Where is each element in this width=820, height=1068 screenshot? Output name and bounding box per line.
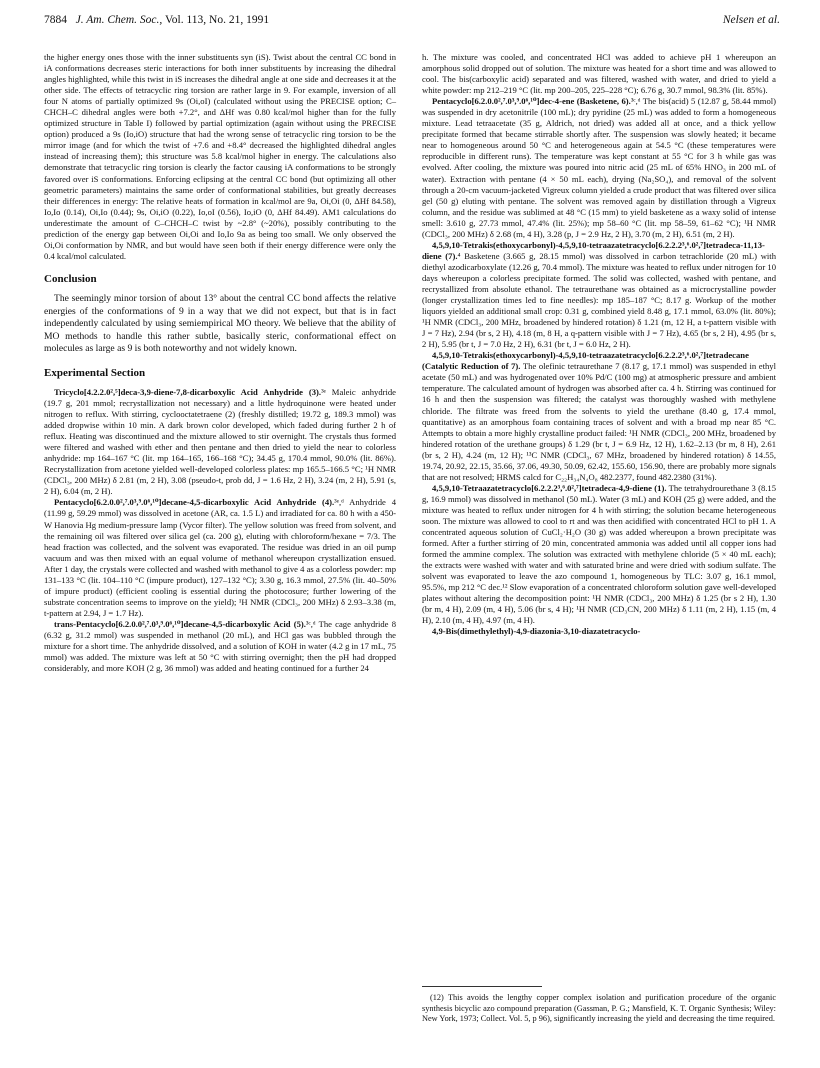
entry-text: The tetrahydrourethane 3 (8.15 g, 16.9 mmol) was dissolved in methanol (50 mL). Water (3 mL) and KOH (25 g) were added, and the mixture was heated to reflux under nitrogen for 4 h with stirring; the solution became heterogeneous soon. The mixture was allowed to cool to rt and was then acidified with concentrated HCl to pH 1. A concentrated aqueous solution of CuCl₂·H₂O (30 g) was added whereupon a brown precipitate was formed. After a further stirring of 20 min, concentrated ammonia was added until all copper ions had formed the ammine complex. The solution was extracted with methylene chloride (5 × 40 mL each); the extracts were washed with water and with saturated brine and were dried with sodium sulfate. The solvent was evaporated to leave the azo compound 1, homogeneous by TLC: 3.07 g, 16.1 mmol, 95.5%, mp 212 °C dec.¹² Slow evaporation of a concentrated chloroform solution gave well-developed plates without altering the decomposition point: ¹H NMR (CDCl₃, 200 MHz) δ 1.25 (br s 2 H), 1.30 (br m, 4 H), 2.09 (m, 4 H), 5.06 (br s, 4 H); ¹H NMR (CD₃CN, 200 MHz) δ 1.11 (m, 2 H), 1.15 (m, 4 H), 2.10 (m, 4 H), 4.97 (m, 4 H). (422, 482, 776, 626)
experimental-entry-3 (44, 387, 396, 497)
conclusion-heading: Conclusion (44, 272, 97, 285)
header-authors: Nelsen et al. (722, 14, 780, 26)
entry-title: 4,5,9,10-Tetrakis(ethoxycarbonyl)-4,5,9,10-tetraazatetracyclo[6.2.2.2³,⁶.0²,⁷]tetradecane (Catalytic Reduction of 7). (422, 350, 749, 372)
entry-title: 4,5,9,10-Tetrakis(ethoxycarbonyl)-4,5,9,10-tetraazatetracyclo[6.2.2.2³,⁶.0²,⁷]tetradeca-11,13-diene (7). (422, 239, 765, 261)
entry-text: ³ᵉ Maleic anhydride (19.7 g, 201 mmol; recrystallization not necessary) and a little hydroquinone were heated under nitrogen to reflux. With stirring, cyclooctatetraene (2) (freshly distilled; 19.72 g, 189.3 mmol) was added dropwise within 10 min. A dark brown color developed, which faded during further 2 h of reflux. Heating was discontinued and the mixture allowed to stir overnight. The crystals thus formed were filtered and washed with ether and then pentane and then dried to yield the near to colorless anhydride: mp 164–167 °C (lit. mp 164–165, 166–168 °C); 34.45 g, 170.4 mmol, 90.0% (lit. 86%). Recrystallization from acetone yielded well-developed colorless plates: mp 165.5–166.5 °C; ¹H NMR (CDCl₃, 200 MHz) δ 2.81 (m, 2 H), 3.08 (pseudo-t, prob dd, J = 1.6 Hz, 2 H), 3.24 (m, 2 H), 5.91 (s, 2 H), 6.04 (m, 2 H). (44, 386, 396, 497)
experimental-entry-4 (44, 497, 396, 619)
entry-text: The olefinic tetraurethane 7 (8.17 g, 17.1 mmol) was suspended in ethyl acetate (50 mL) and was hydrogenated over 10% Pd/C (100 mg) at atmospheric pressure and ambient temperature. The calculated amount of hydrogen was absorbed after ca. 4 h. Stirring was continued for 16 h and then the suspension was filtered; the catalyst was thoroughly washed with methylene chloride. The filtrate was freed from the solvents to yield the urethane (8.40 g, 17.4 mmol, quantitative) as an amorphous foam containing traces of solvent and with a broad mp near 85 °C. Attempts to obtain a more highly crystalline product failed: ¹H NMR (CDCl₃, 200 MHz, broadened by hindered rotation of the urethane groups) δ 1.29 (br t, J = 6.9 Hz, 12 H), 1.62–2.13 (br m, 8 H), 2.61 (br s, 2 H), 4.24 (m, 12 H); ¹³C NMR (CDCl₃, 67 MHz, broadened by hindered rotation) δ 14.55, 19.74, 20.92, 22.15, 35.66, 37.06, 49.30, 50.09, 62.42, 155.60, 156.90, there are probably more signals that are not resolved; HRMS calcd for C₂₂H₃₄N₄O₈ 482.2377, found 482.2380 (31%). (422, 361, 776, 482)
entry-text: ³ᵉ,ᵈ Anhydride 4 (11.99 g, 59.29 mmol) was dissolved in acetone (AR, ca. 1.5 L) and irradiated for ca. 80 h with a 450-W Hanovia Hg medium-pressure lamp (Vycor filter). The yellow solution was freed from solvent, and the remaining oil was filtered over silica gel (ca. 200 g), eluting with chloroform/hexane = 7/3. The head fraction was collected, and the solvent was evaporated. The residue was dried in an oil pump vacuum and was then mixed with an equal volume of methanol whereupon crystallization ensued. After 1 day, the crystals were collected and washed with methanol to give 4 as a colorless powder: mp 131–133 °C (lit. 104–110 °C (impure product), 127–132 °C); 3.30 g, 16.3 mmol, 27.5% (lit. 40–50% of impure product) (efficient cooling is essential during the photocosure; further lowering of the substrate concentration seems to improve on the yield); ¹H NMR (CDCl₃, 200 MHz) δ 2.93–3.38 (m, t-pattern at 2.94, J = 1.7 Hz). (44, 497, 396, 618)
volume-info: Vol. 113, No. 21, 1991 (164, 14, 270, 26)
experimental-entry-reduction (422, 350, 776, 483)
continuation-text: h. The mixture was cooled, and concentrated HCl was added to achieve pH 1 whereupon an amorphous solid dropped out of solution. The mixture was heated for a short time and was allowed to cool. The bis(carboxylic acid) separated and was filtered, washed with water, and dried to yield a white powder: mp 212–219 °C (lit. mp 200–205, 225–228 °C); 6.76 g, 30.7 mmol, 98.3% (lit. 85%). (422, 52, 776, 96)
experimental-entry-next (422, 626, 776, 637)
right-column (422, 52, 776, 637)
entry-text: ³ᶜ,ᵈ The cage anhydride 8 (6.32 g, 31.2 mmol) was suspended in methanol (20 mL), and HCl gas was bubbled through the mixture for a short time. The anhydride dissolved, and a solution of KOH in water (4.2 g in 17 mL, 75 mmol) was added. The mixture was left at 50 °C with stirring overnight; then the pH had dropped considerably, and more KOH (2 g, 36 mmol) was added and heating continued for a further 24 (44, 618, 396, 674)
left-column (44, 52, 396, 674)
footnote-block (422, 986, 776, 1025)
journal-name: J. Am. Chem. Soc., (75, 14, 163, 26)
entry-title: Pentacyclo[6.2.0.0²,⁷.0³,⁹.0⁶,¹⁰]decane-4,5-dicarboxylic Acid Anhydride (4). (54, 497, 335, 508)
experimental-entry-7 (422, 240, 776, 350)
conclusion-text: The seemingly minor torsion of about 13° about the central CC bond affects the relative energies of the conformations of 9 in a way that we did not expect, but that is in fact independently calculated by using semiempirical MO theory. We believe that the ability of MO methods to handle this rather subtle, basically steric, conformational effect on molecules as large as 9 is both noteworthy and not widely known. (44, 292, 396, 355)
entry-title: Tricyclo[4.2.2.0²,⁵]deca-3,9-diene-7,8-dicarboxylic Acid Anhydride (3). (54, 386, 322, 397)
header-left (44, 14, 269, 26)
footnote-rule (422, 986, 542, 987)
experimental-entry-1 (422, 483, 776, 627)
experimental-entry-basketene (422, 96, 776, 240)
entry-title: 4,5,9,10-Tetraazatetracyclo[6.2.2.2³,⁶.0²,⁷]tetradeca-4,9-diene (1). (432, 482, 667, 493)
experimental-entry-5 (44, 619, 396, 674)
entry-title: trans-Pentacyclo[6.2.0.0²,⁷.0³,⁹.0⁶,¹⁰]decane-4,5-dicarboxylic Acid (5). (54, 618, 306, 629)
entry-title: Pentacyclo[6.2.0.0²,⁷.0³,⁹.0⁶,¹⁰]dec-4-ene (Basketene, 6). (432, 96, 631, 107)
page-number: 7884 (44, 14, 67, 26)
page-header (44, 14, 780, 32)
experimental-heading: Experimental Section (44, 366, 146, 379)
entry-text: ³ᶜ,ᵈ The bis(acid) 5 (12.87 g, 58.44 mmol) was suspended in dry acetonitrile (100 mL); dry pyridine (25 mL) was added to form a homogeneous mixture. Lead tetraacetate (35 g, Aldrich, not dried) was added all at once, and a thick yellow precipitate formed that became stirrable shortly after. The suspension was slowly heated; it became near to homogeneous around 50 °C and heterogeneous again at 54.5 °C (these temperatures were reproducible in different runs). The temperature was kept constant at 55 °C for 3 h while gas was evolved. After cooling, the mixture was poured into nitric acid (25 mL of 65% HNO₃ in 200 mL of water). Extraction with pentane (4 × 50 mL each), drying (Na₂SO₄), and removal of the solvent through a 20-cm vacuum-jacketed Vigreux column yielded a crude product that was filtered over silica gel (50 g) eluting with pentane. The solvent was removed again by distillation through a Vigreux column, and the residue was sublimed at 48 °C (15 mm) to yield basketene as a waxy solid of intense smell: 3.610 g, 27.73 mmol, 47.4% (lit. 25%); mp 58–60 °C (lit. mp 58–59, 61–62 °C); ¹H NMR (CDCl₃, 200 MHz) δ 2.68 (m, 4 H), 3.28 (p, J = 2.9 Hz, 2 H), 3.70 (m, 2 H), 6.51 (m, 2 H). (422, 96, 776, 239)
footnote-12: (12) This avoids the lengthy copper complex isolation and purification procedure of the organic synthesis bicyclic azo compound preparation (Gassman, P. G.; Mansfield, K. T. Organic Synthesis; Wiley: New York, 1973; Collect. Vol. 5, p 96), significantly increasing the yield and decreasing the time required. (422, 993, 776, 1024)
entry-text: ⁴ Basketene (3.665 g, 28.15 mmol) was dissolved in carbon tetrachloride (20 mL) with diethyl azodicarboxylate (12.26 g, 70.4 mmol). The mixture was heated to reflux under nitrogen for 10 days whereupon a colorless precipitate formed. The solid was collected, washed with pentane, and recrystallized from absolute ethanol. The tetraurethane was obtained as a microcrystalline powder (longer crystallization times led to fine needles): mp 185–187 °C; 8.17 g. Workup of the mother liquors yielded an additional small crop: 0.31 g, combined yield 8.48 g, 17.1 mmol, 63.0% (lit. 80%); ¹H NMR (CDCl₃, 200 MHz, broadened by hindered rotation) δ 1.21 (m, 12 H, a t-pattern visible with J = 7 Hz), 2.94 (br s, 2 H), 4.18 (m, 8 H, a q-pattern visible with J = 7 Hz), 4.65 (br s, 2 H), 4.95 (br s, 2 H), 5.95 (br t, J = 7.0 Hz, 2 H), 6.31 (br t, J = 6.0 Hz, 2 H). (422, 250, 776, 350)
intro-paragraph: the higher energy ones those with the inner substituents syn (iS). Twist about the central CC bond in iA conformations decreases steric interactions for both inner substituents by increasing the dihedral angles highlighted, while this twist in iS increases the dihedral angle at one side and decreases it at the other side. The effects of tetracyclic ring torsion are rather large in 9. For example, inversion of all four N atoms of partially optimized 9s (Oi,oI) (calculated without using the PRECISE option; C–CHCH–C dihedral angles were both +7.2°, and ΔHf was 0.80 kcal/mol higher than for the fully optimized structure in Table I) followed by partial optimization (again without using the PRECISE option) produced a 9s (Io,iO) structure that had the wrong sense of tetracyclic ring torsion to be the mirror image (and for which the twist of +7.6 and +8.4° decreased the highlighted dihedral angles instead of increasing them); this structure was 5.8 kcal/mol higher in energy. The calculations also demonstrate that tetracyclic ring torsion is clearly the factor causing iA conformations to be strongly favored over iS conformations. Enforcing eclipsing at the central CC bond (but optimizing all other geometric parameters) maintains the same order of conformational stabilities, but greatly decreases their differences in energy: The relative heats of formation in kcal/mol are 9a, Oi,Oi (0, ΔHf 84.58), Io,Io (0.14), Oi,Io (0.44); 9s, Oi,iO (0.22), Io,oI (0.56), Io,iO (0, ΔHf 84.49). AM1 calculations do underestimate the amount of C–CHCH–C twist by ~2.8° (~20%), possibly contributing to the prediction of the energy gap between Oi,Oi and Io,Io 9a as being too small. We only observed the Oi,Oi conformation by NMR, and but would have seen both if their energy difference were only the 0.4 kcal/mol calculated. (44, 52, 397, 261)
entry-title: 4,9-Bis(dimethylethyl)-4,9-diazonia-3,10-diazatetracyclo- (432, 626, 641, 637)
